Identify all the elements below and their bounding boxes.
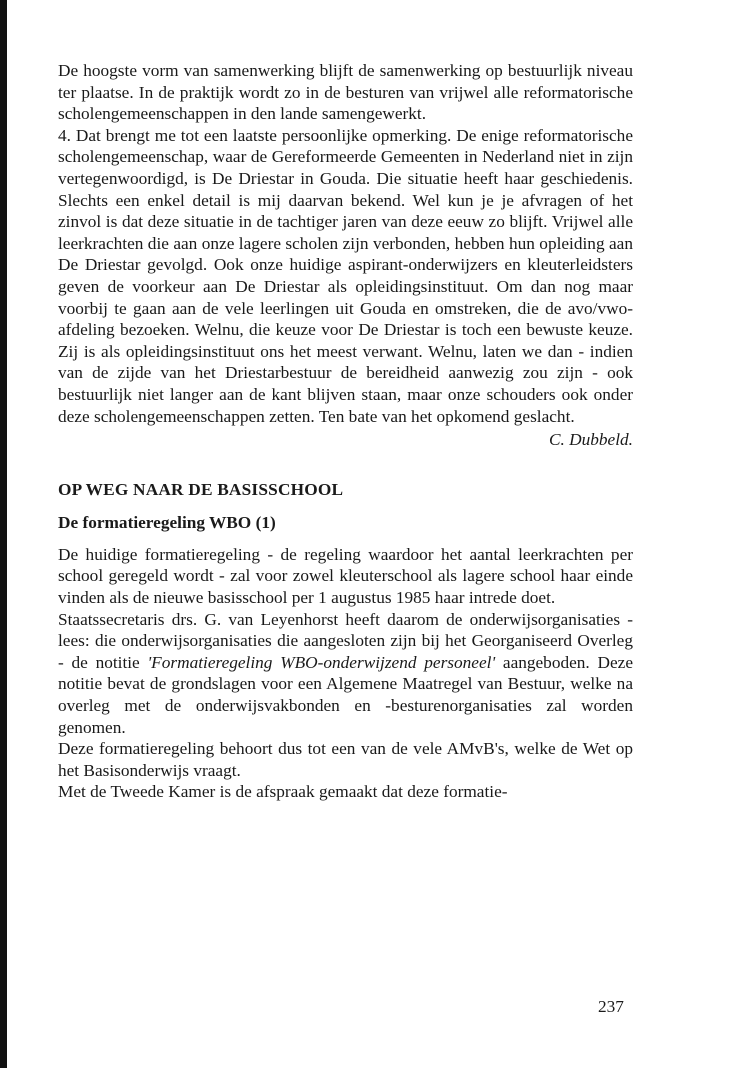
paragraph-persoonlijke-opmerking: 4. Dat brengt me tot een laatste persoonlijke opmerking. De enige reformatorische scholengemeenschap, waar de Gereformeerde Gemeenten in Nederland niet in zijn vertegenwoordigd, is De Driestar in Gouda. Die situatie heeft haar geschiedenis. Slechts een enkel detail is mij daarvan bekend. Wel kun je je afvragen of het zinvol is dat deze situatie in de tachtiger jaren van deze eeuw zo blijft. Vrijwel alle leerkrachten die aan onze lagere scholen zijn verbonden, hebben hun opleiding aan De Driestar gevolgd. Ook onze huidige aspirant-onderwijzers en kleuterleidsters geven de voorkeur aan De Driestar als opleidingsinstituut. Om dan nog maar voorbij te gaan aan de vele leerlingen uit Gouda en omstreken, die de avo/vwo-afdeling bezoeken. Welnu, die keuze voor De Driestar is toch een bewuste keuze. Zij is als opleidingsinstituut ons het meest verwant. Welnu, laten we dan - indien van de zijde van het Driestarbestuur de bereidheid aanwezig zou zijn - ook bestuurlijk niet langer aan de kant blijven staan, maar onze schouders ook onder deze scholengemeenschappen zetten. Ten bate van het opkomend geslacht. bbox=[58, 125, 633, 426]
section-heading: OP WEG NAAR DE BASISSCHOOL bbox=[58, 479, 344, 499]
paragraph-samenwerking: De hoogste vorm van samenwerking blijft de samenwerking op bestuurlijk niveau ter plaatse. In de praktijk wordt zo in de besturen van vrijwel alle reformatorische scholengemeenschappen in den lande samengewerkt. bbox=[58, 61, 633, 124]
page-body bbox=[58, 60, 633, 803]
paragraph-formatieregeling: De huidige formatieregeling - de regeling waardoor het aantal leerkrachten per school geregeld wordt - zal voor zowel kleuterschool als lagere school haar einde vinden als de nieuwe basisschool per 1 augustus 1985 haar intrede doet. bbox=[58, 544, 633, 608]
paragraph-staatssecretaris-start: Staatssecretaris drs. G. van Leyenhorst heeft daarom de onderwijsorganisaties - lees: die onderwijsorganisaties die aangesloten zijn bij het Georganiseerd Overleg - de notitie bbox=[58, 609, 633, 672]
paragraph-tweede-kamer: Met de Tweede Kamer is de afspraak gemaakt dat deze formatie- bbox=[58, 782, 508, 802]
author-signature: C. Dubbeld. bbox=[548, 430, 633, 450]
paragraph-amvb: Deze formatieregeling behoort dus tot een van de vele AMvB's, welke de Wet op het Basisonderwijs vraagt. bbox=[58, 739, 633, 780]
paragraph-staatssecretaris bbox=[58, 609, 633, 739]
paragraph-staatssecretaris-end: aangeboden. Deze notitie bevat de grondslagen voor een Algemene Maatregel van Bestuur, welke na overleg met de onderwijsvakbonden en -besturenorganisaties zal worden genomen. bbox=[58, 652, 633, 737]
sub-heading: De formatieregeling WBO (1) bbox=[58, 513, 276, 533]
scan-left-edge bbox=[0, 0, 7, 1068]
notitie-title: 'Formatieregeling WBO-onderwijzend personeel' bbox=[147, 652, 496, 672]
page-number: 237 bbox=[598, 997, 624, 1016]
